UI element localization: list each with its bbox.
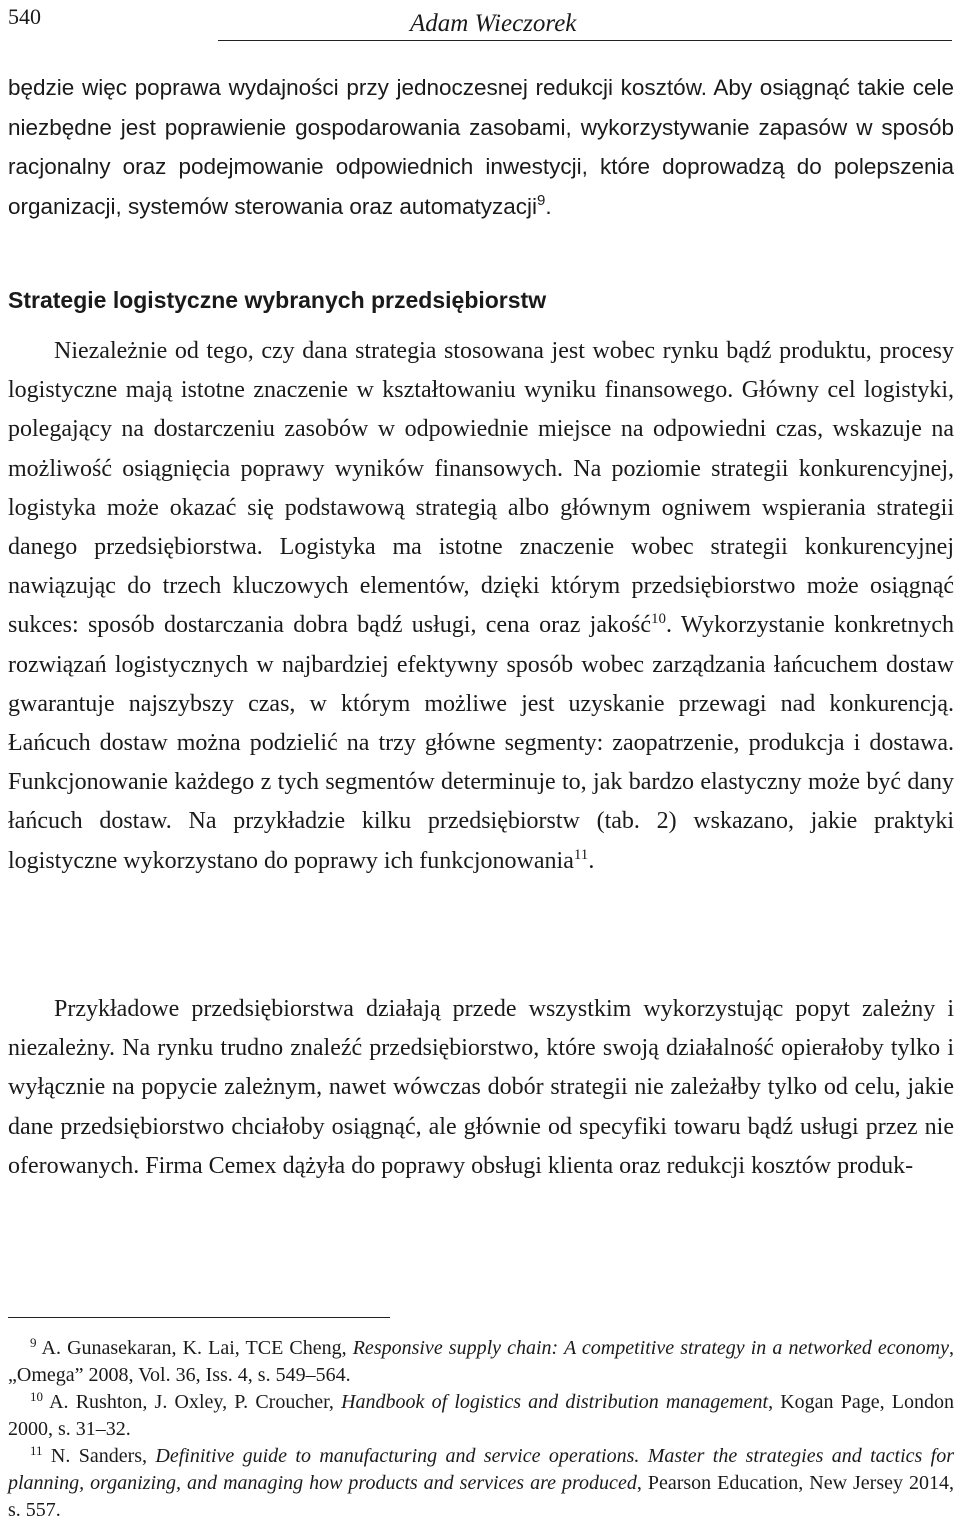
paragraph-1-tail: .	[588, 847, 595, 874]
intro-text: będzie więc poprawa wydajności przy jednoczesnej redukcji kosztów. Aby osiągnąć takie cele niezbędne jest poprawienie gospodarowania zasobami, wykorzystywanie zapasów w sposób racjonalny oraz podejmowanie odpowiednich inwestycji, które doprowadzą do polepszenia organizacji, systemów sterowania oraz automatyzacji	[8, 75, 954, 219]
footnote-source: , Kogan Page, London 2000, s. 31–32.	[8, 1391, 954, 1440]
running-title: Adam Wieczorek	[410, 10, 577, 37]
body-paragraph-2	[8, 990, 954, 1186]
intro-tail: .	[545, 193, 552, 219]
body-paragraph-1	[8, 332, 954, 881]
footnote-source: , Pearson Education, New Jersey 2014, s. 557.	[8, 1472, 954, 1521]
footnote-11	[8, 1443, 954, 1524]
paragraph-2-text: Przykładowe przedsiębiorstwa działają przede wszystkim wykorzystując popyt zależny i niezależny. Na rynku trudno znaleźć przedsiębiorstwo, które swoją działalność opierałoby tylko i wyłącznie na popycie zależnym, nawet wówczas dobór strategii nie zależałby tylko od celu, jakie dane przedsiębiorstwo chciałoby osiągnąć, ale głównie od specyfiki towaru bądź usługi przez nie oferowanych. Firma Cemex dążyła do poprawy obsługi klienta oraz redukcji kosztów produk-	[8, 996, 954, 1179]
intro-paragraph	[8, 68, 954, 226]
footnote-separator	[8, 1317, 390, 1318]
footnote-ref-10[interactable]: 10	[651, 611, 666, 628]
footnote-authors: A. Rushton, J. Oxley, P. Croucher,	[49, 1391, 342, 1413]
footnote-title: Responsive supply chain: A competitive strategy in a networked economy	[352, 1337, 950, 1359]
footnote-title: Definitive guide to manufacturing and service operations. Master the strategies and tactics for planning, organizing, and managing how products and services are produced	[8, 1445, 955, 1494]
footnote-source: , „Omega” 2008, Vol. 36, Iss. 4, s. 549–564.	[8, 1337, 955, 1386]
running-header	[8, 2, 952, 42]
footnote-number: 11	[30, 1443, 43, 1458]
footnote-number: 9	[30, 1335, 37, 1350]
footnote-title: Handbook of logistics and distribution management	[341, 1391, 769, 1413]
header-rule	[218, 40, 952, 41]
footnote-10	[8, 1389, 954, 1443]
footnote-ref-11[interactable]: 11	[573, 846, 589, 863]
footnote-authors: N. Sanders,	[50, 1445, 156, 1467]
footnote-9	[8, 1335, 954, 1389]
footnote-authors: A. Gunasekaran, K. Lai, TCE Cheng,	[41, 1337, 353, 1359]
footnote-number: 10	[30, 1389, 43, 1404]
page-number: 540	[8, 4, 41, 29]
footnote-ref-9[interactable]: 9	[536, 191, 546, 209]
section-heading: Strategie logistyczne wybranych przedsiębiorstw	[8, 287, 547, 313]
footnotes	[8, 1335, 954, 1524]
paragraph-1-part-b: . Wykorzystanie konkretnych rozwiązań logistycznych w najbardziej efektywny sposób wobec zarządzania łańcuchem dostaw gwarantuje najszybszy czas, w którym możliwe jest uzyskanie przewagi nad konkurencją. Łańcuch dostaw można podzielić na trzy główne segmenty: zaopatrzenie, produkcja i dostawa. Funkcjonowanie każdego z tych segmentów determinuje to, jak bardzo elastyczny może być dany łańcuch dostaw. Na przykładzie kilku przedsiębiorstw (tab. 2) wskazano, jakie praktyki logistyczne wykorzystano do poprawy ich funkcjonowania	[8, 612, 955, 874]
paragraph-1-part-a: Niezależnie od tego, czy dana strategia stosowana jest wobec rynku bądź produktu, procesy logistyczne mają istotne znaczenie w kształtowaniu wyniku finansowego. Główny cel logistyki, polegający na dostarczeniu zasobów w odpowiednie miejsce na odpowiedni czas, wskazuje na możliwość osiągnięcia poprawy wyników finansowych. Na poziomie strategii konkurencyjnej, logistyka może okazać się podstawową strategią albo głównym ogniwem wspierania strategii danego przedsiębiorstwa. Logistyka ma istotne znaczenie wobec strategii konkurencyjnej nawiązując do trzech kluczowych elementów, dzięki którym przedsiębiorstwo może osiągnąć sukces: sposób dostarczania dobra bądź usługi, cena oraz jakość	[8, 338, 954, 639]
